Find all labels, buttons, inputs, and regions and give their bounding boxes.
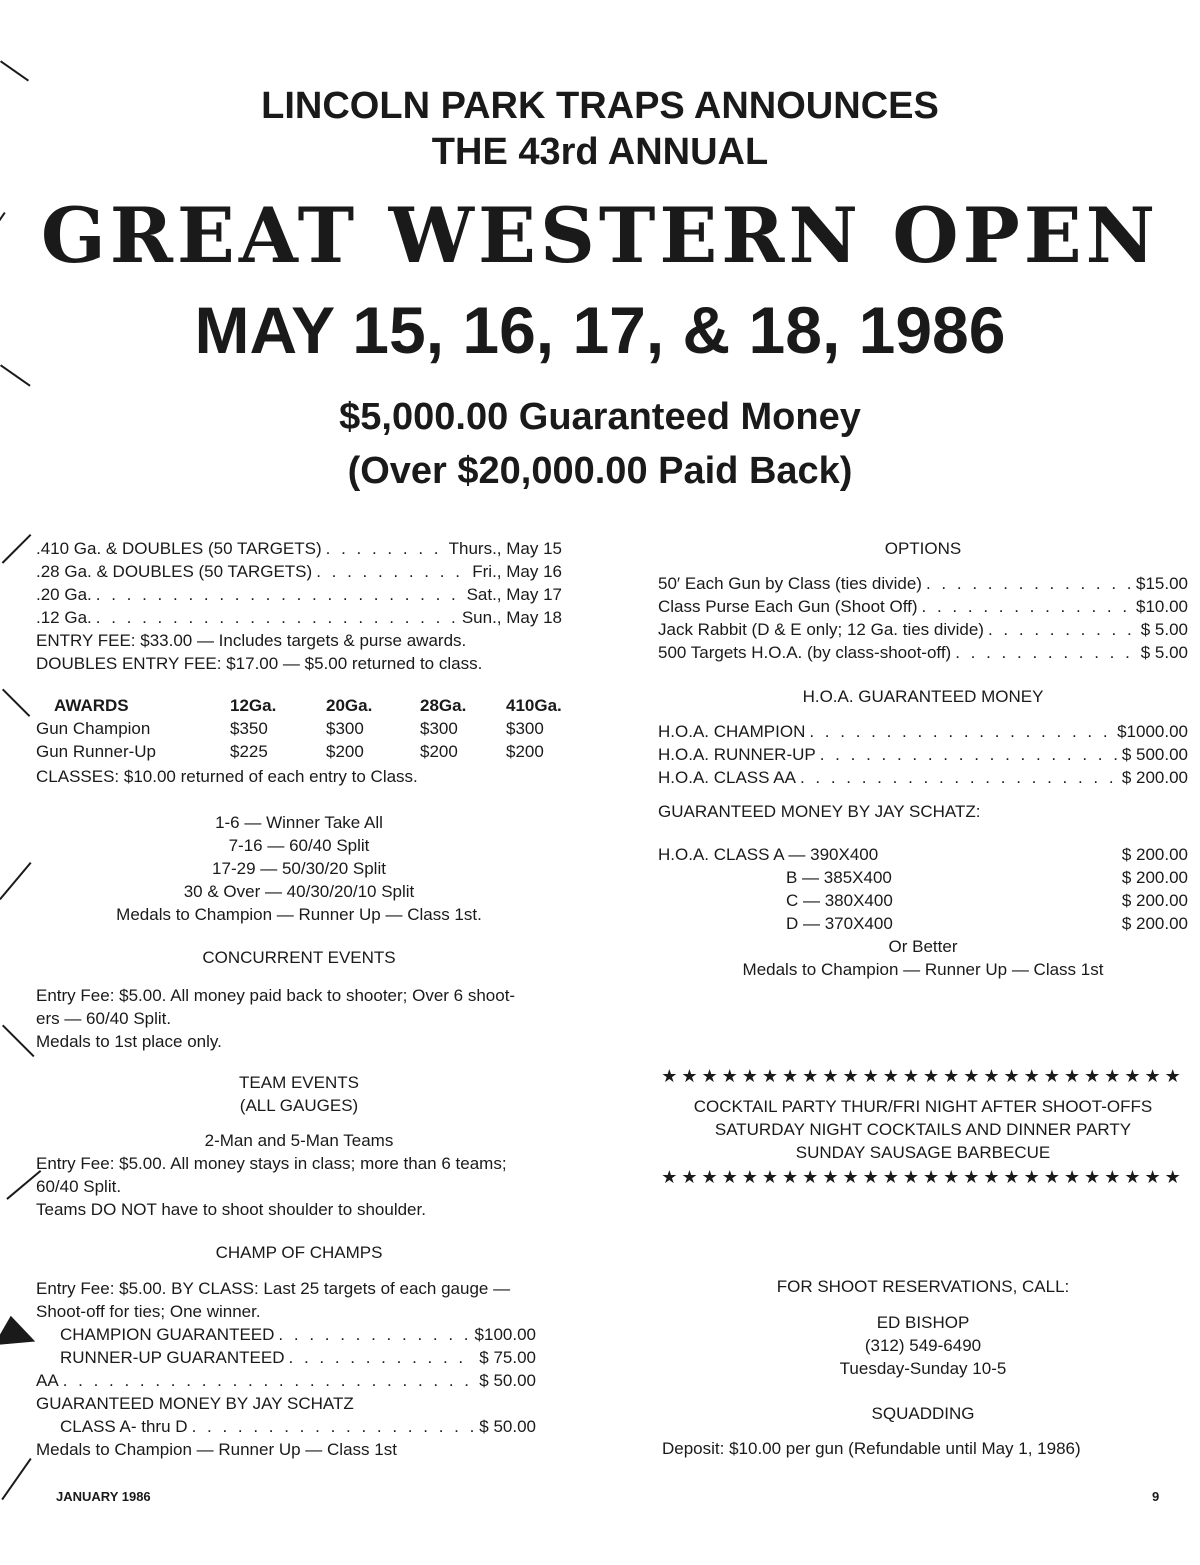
margin-mark (2, 689, 30, 717)
champ-title: CHAMP OF CHAMPS (215, 1243, 383, 1262)
event-dates: MAY 15, 16, 17, & 18, 1986 (194, 293, 1006, 367)
schedule-event: .12 Ga. (36, 608, 92, 627)
options-title: OPTIONS (884, 539, 962, 558)
schedule-date: Sat., May 17 (466, 585, 562, 604)
award-name: Gun Runner-Up (36, 742, 157, 761)
team-body (36, 1152, 507, 1221)
awards-header: 20Ga. (326, 696, 373, 715)
option-row (658, 572, 1188, 595)
schedule-event: .28 Ga. & DOUBLES (50 TARGETS) (36, 562, 313, 581)
award-cell: $300 (326, 719, 364, 738)
split-line: Medals to Champion — Runner Up — Class 1st. (116, 905, 482, 924)
team-line: Teams DO NOT have to shoot shoulder to shoulder. (36, 1200, 426, 1219)
prize-amount: $100.00 (474, 1325, 536, 1344)
option-row (658, 618, 1188, 641)
hoa-class-amount: $ 200.00 (1121, 845, 1188, 864)
team-subtitle: (ALL GAUGES) (239, 1096, 359, 1115)
concurrent-body (36, 984, 515, 1053)
prize-amount: $ 50.00 (479, 1371, 536, 1390)
awards-table (36, 694, 586, 763)
footer-issue: JANUARY 1986 (56, 1489, 151, 1504)
paid-back-money: (Over $20,000.00 Paid Back) (347, 450, 853, 492)
split-list (36, 811, 562, 926)
award-name: Gun Champion (36, 719, 151, 738)
hoa-class-row (658, 866, 1188, 889)
doubles-entry-fee: DOUBLES ENTRY FEE: $17.00 — $5.00 returned to class. (36, 654, 483, 673)
champ-line: Shoot-off for ties; One winner. (36, 1302, 261, 1321)
hoa-class-amount: $ 200.00 (1121, 868, 1188, 887)
margin-mark (2, 1025, 35, 1058)
schedule-list (36, 537, 562, 675)
hoa-row (658, 766, 1188, 789)
prize-label: RUNNER-UP GUARANTEED (60, 1348, 285, 1367)
classes-note: CLASSES: $10.00 returned of each entry to Class. (36, 767, 418, 786)
team-line: Entry Fee: $5.00. All money stays in class; more than 6 teams; (36, 1154, 507, 1173)
concurrent-line: Medals to 1st place only. (36, 1032, 222, 1051)
award-cell: $200 (506, 742, 544, 761)
hoa-class-amount: $ 200.00 (1121, 891, 1188, 910)
schedule-event: .20 Ga. (36, 585, 92, 604)
schedule-row (36, 583, 562, 606)
hoa-amount: $1000.00 (1117, 722, 1188, 741)
option-amount: $ 5.00 (1140, 643, 1188, 662)
hoa-class-row (658, 912, 1188, 935)
option-amount: $10.00 (1136, 597, 1188, 616)
award-cell: $200 (420, 742, 458, 761)
schedule-row (36, 560, 562, 583)
margin-mark (1, 1458, 31, 1500)
header-announces: LINCOLN PARK TRAPS ANNOUNCES (261, 85, 939, 127)
team-heading (36, 1071, 562, 1117)
hoa-schatz: GUARANTEED MONEY BY JAY SCHATZ: (658, 802, 981, 821)
hoa-list (658, 720, 1188, 789)
awards-header-row (36, 694, 586, 717)
champ-medals: Medals to Champion — Runner Up — Class 1st (36, 1440, 397, 1459)
hoa-class-row (658, 889, 1188, 912)
champ-class-row (60, 1415, 536, 1438)
awards-header: 410Ga. (506, 696, 562, 715)
champ-prize-row (60, 1323, 536, 1346)
champ-prize-row (36, 1369, 536, 1392)
option-label: 50′ Each Gun by Class (ties divide) (658, 574, 922, 593)
schedule-date: Thurs., May 15 (448, 539, 562, 558)
hoa-row (658, 743, 1188, 766)
contact-phone: (312) 549-6490 (864, 1336, 982, 1355)
option-label: Class Purse Each Gun (Shoot Off) (658, 597, 918, 616)
prize-label: AA (36, 1371, 59, 1390)
social-events (650, 1095, 1196, 1164)
hoa-class-list (658, 843, 1188, 981)
squadding-deposit: Deposit: $10.00 per gun (Refundable until May 1, 1986) (662, 1439, 1081, 1458)
social-line: SUNDAY SAUSAGE BARBECUE (795, 1143, 1051, 1162)
option-label: Jack Rabbit (D & E only; 12 Ga. ties divide) (658, 620, 984, 639)
option-amount: $15.00 (1136, 574, 1188, 593)
champ-prizes (36, 1323, 536, 1369)
schedule-row (36, 537, 562, 560)
award-cell: $350 (230, 719, 268, 738)
schedule-date: Sun., May 18 (461, 608, 562, 627)
option-label: 500 Targets H.O.A. (by class-shoot-off) (658, 643, 952, 662)
hoa-amount: $ 500.00 (1121, 745, 1188, 764)
contact-hours: Tuesday-Sunday 10-5 (839, 1359, 1007, 1378)
class-label: CLASS A- thru D (60, 1417, 188, 1436)
social-line: SATURDAY NIGHT COCKTAILS AND DINNER PARTY (714, 1120, 1132, 1139)
margin-mark (0, 862, 32, 900)
table-row (36, 717, 586, 740)
hoa-label: H.O.A. CHAMPION (658, 722, 806, 741)
split-line: 30 & Over — 40/30/20/10 Split (183, 882, 415, 901)
option-row (658, 595, 1188, 618)
prize-label: CHAMPION GUARANTEED (60, 1325, 275, 1344)
awards-header: 12Ga. (230, 696, 277, 715)
guaranteed-money: $5,000.00 Guaranteed Money (339, 396, 861, 438)
hoa-label: H.O.A. RUNNER-UP (658, 745, 816, 764)
concurrent-line: ers — 60/40 Split. (36, 1009, 172, 1028)
split-line: 17-29 — 50/30/20 Split (212, 859, 386, 878)
hoa-row (658, 720, 1188, 743)
stars-divider: ★★★★★★★★★★★★★★★★★★★★★★★★★★ (661, 1167, 1185, 1187)
award-cell: $225 (230, 742, 268, 761)
award-cell: $300 (420, 719, 458, 738)
schedule-date: Fri., May 16 (472, 562, 562, 581)
champ-schatz: GUARANTEED MONEY BY JAY SCHATZ (36, 1394, 354, 1413)
team-size: 2-Man and 5-Man Teams (204, 1131, 394, 1150)
award-cell: $200 (326, 742, 364, 761)
margin-mark (0, 60, 29, 81)
champ-line: Entry Fee: $5.00. BY CLASS: Last 25 targets of each gauge — (36, 1279, 511, 1298)
contact-name: ED BISHOP (876, 1313, 970, 1332)
hoa-amount: $ 200.00 (1121, 768, 1188, 787)
hoa-class-row (658, 843, 1188, 866)
hoa-medals: Medals to Champion — Runner Up — Class 1st (742, 960, 1104, 979)
reservations-title: FOR SHOOT RESERVATIONS, CALL: (776, 1277, 1070, 1296)
team-title: TEAM EVENTS (239, 1073, 359, 1092)
hoa-class-label: H.O.A. CLASS A — 390X400 (658, 845, 879, 864)
champ-body (36, 1277, 536, 1461)
hoa-class-label: C — 380X400 (786, 891, 893, 910)
hoa-class-label: B — 385X400 (786, 868, 892, 887)
champ-prize-row (60, 1346, 536, 1369)
concurrent-title: CONCURRENT EVENTS (202, 948, 396, 967)
schedule-row (36, 606, 562, 629)
options-list (658, 572, 1188, 664)
hoa-class-label: D — 370X400 (786, 914, 893, 933)
page-title: GREAT WESTERN OPEN (40, 191, 1160, 280)
entry-fee: ENTRY FEE: $33.00 — Includes targets & purse awards. (36, 631, 467, 650)
hoa-class-amount: $ 200.00 (1121, 914, 1188, 933)
hoa-or-better: Or Better (888, 937, 958, 956)
hoa-title: H.O.A. GUARANTEED MONEY (802, 687, 1044, 706)
hoa-label: H.O.A. CLASS AA (658, 768, 796, 787)
header-annual: THE 43rd ANNUAL (431, 131, 769, 173)
prize-amount: $ 75.00 (479, 1348, 536, 1367)
class-amount: $ 50.00 (479, 1417, 536, 1436)
squadding-title: SQUADDING (871, 1404, 975, 1423)
option-row (658, 641, 1188, 664)
awards-header: AWARDS (54, 696, 129, 715)
schedule-event: .410 Ga. & DOUBLES (50 TARGETS) (36, 539, 322, 558)
margin-arrow-mark (0, 1316, 40, 1362)
split-line: 1-6 — Winner Take All (215, 813, 383, 832)
awards-header: 28Ga. (420, 696, 467, 715)
reservations (658, 1275, 1188, 1380)
option-amount: $ 5.00 (1140, 620, 1188, 639)
split-line: 7-16 — 60/40 Split (228, 836, 370, 855)
team-line: 60/40 Split. (36, 1177, 122, 1196)
table-row (36, 740, 586, 763)
award-cell: $300 (506, 719, 544, 738)
margin-mark (2, 534, 32, 564)
page-number: 9 (1152, 1489, 1160, 1504)
stars-divider: ★★★★★★★★★★★★★★★★★★★★★★★★★★ (661, 1066, 1185, 1086)
concurrent-line: Entry Fee: $5.00. All money paid back to shooter; Over 6 shoot- (36, 986, 516, 1005)
social-line: COCKTAIL PARTY THUR/FRI NIGHT AFTER SHOOT-OFFS (693, 1097, 1153, 1116)
